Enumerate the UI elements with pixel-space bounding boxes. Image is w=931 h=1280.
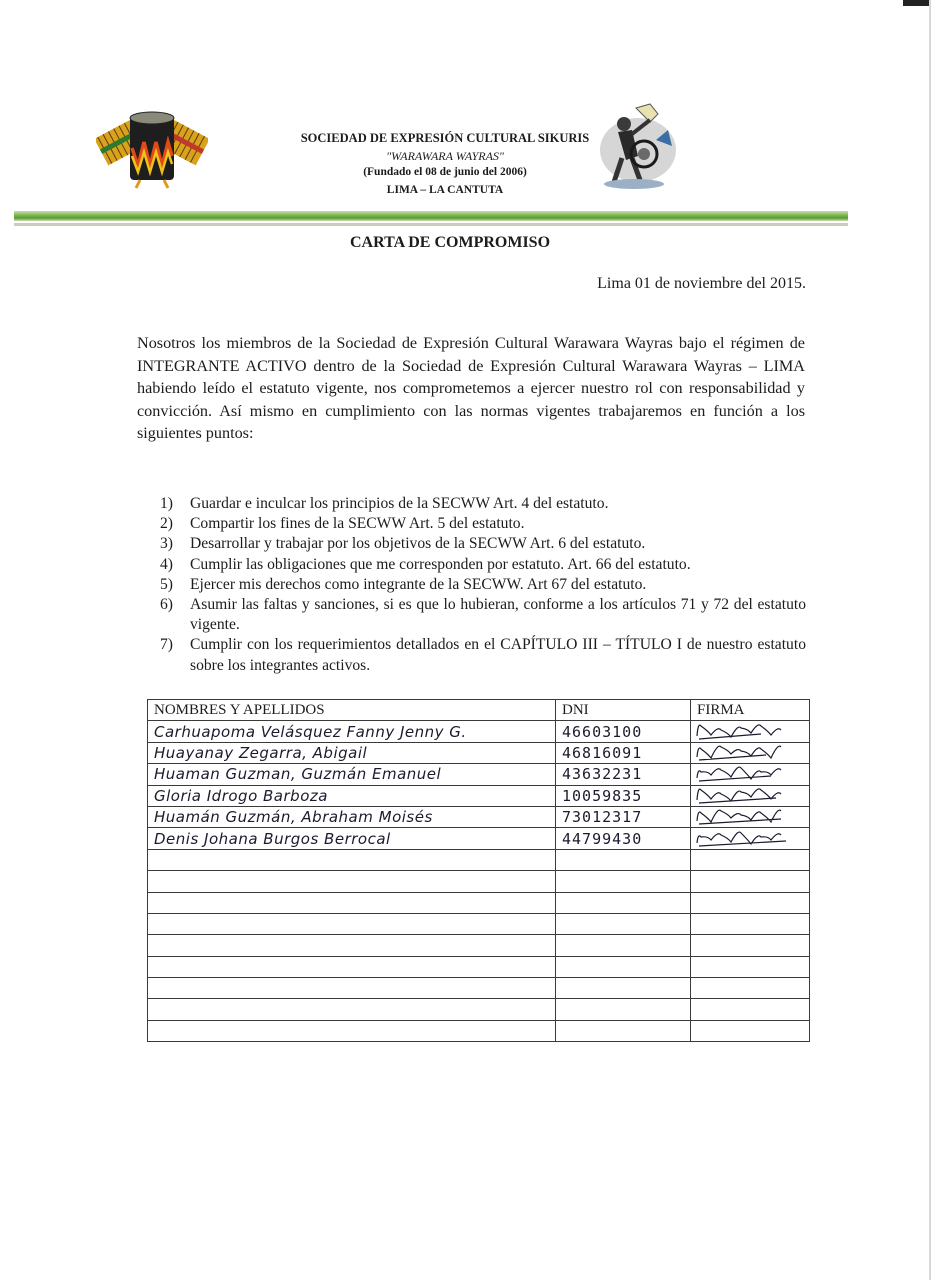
table-row (148, 742, 810, 763)
empty-signature-cell (691, 913, 810, 934)
table-row-empty (148, 849, 810, 870)
empty-dni-cell (556, 1020, 691, 1041)
empty-name-cell (148, 849, 556, 870)
drum-panpipes-logo-icon (96, 108, 208, 192)
member-signature-cell (691, 828, 810, 849)
list-item: 4) Cumplir las obligaciones que me corresponden por estatuto. Art. 66 del estatuto. (160, 555, 691, 573)
empty-signature-cell (691, 871, 810, 892)
member-name-cell: Huaman Guzman, Guzmán Emanuel (148, 764, 556, 785)
member-dni-cell: 10059835 (556, 785, 691, 806)
table-header-row (148, 700, 810, 721)
list-item: 1) Guardar e inculcar los principios de la SECWW Art. 4 del estatuto. (160, 495, 609, 512)
table-row (148, 828, 810, 849)
member-name-cell: Carhuapoma Velásquez Fanny Jenny G. (148, 721, 556, 742)
table-row (148, 785, 810, 806)
list-item: 5) Ejercer mis derechos como integrante de la SECWW. Art 67 del estatuto. (160, 575, 647, 593)
header-divider-line (14, 223, 848, 226)
table-row-empty (148, 956, 810, 977)
table-row (148, 764, 810, 785)
handwritten-signature (691, 722, 810, 742)
handwritten-signature (691, 764, 810, 784)
list-item: 6) Asumir las faltas y sanciones, si es que lo hubieran, conforme a los artículos 71 y 72 del estatuto vigente. (160, 596, 806, 634)
empty-name-cell (148, 871, 556, 892)
member-signature-cell (691, 785, 810, 806)
list-item: 3) Desarrollar y trabajar por los objetivos de la SECWW Art. 6 del estatuto. (160, 535, 646, 553)
intro-paragraph: Nosotros los miembros de la Sociedad de Expresión Cultural Warawara Wayras bajo el régimen de INTEGRANTE ACTIVO dentro de la Sociedad de Expresión Cultural Warawara Wayras – LIMA habiendo leído el estatuto vigente, nos comprometemos a ejercer nuestro rol con responsabilidad y convicción. Así mismo en cumplimiento con las normas vigentes trabajaremos en función a los siguientes puntos: (137, 334, 805, 442)
empty-dni-cell (556, 871, 691, 892)
empty-dni-cell (556, 849, 691, 870)
table-row-empty (148, 978, 810, 999)
member-name-cell: Huamán Guzmán, Abraham Moisés (148, 806, 556, 827)
list-item: 7) Cumplir con los requerimientos detallados en el CAPÍTULO III – TÍTULO I de nuestro estatuto sobre los integrantes activos. (160, 636, 806, 674)
org-city: LIMA – LA CANTUTA (386, 184, 504, 196)
empty-dni-cell (556, 978, 691, 999)
table-row-empty (148, 871, 810, 892)
empty-signature-cell (691, 849, 810, 870)
table-row (148, 721, 810, 742)
document-date: Lima 01 de noviembre del 2015. (597, 275, 806, 292)
member-signature-cell (691, 721, 810, 742)
empty-name-cell (148, 913, 556, 934)
table-row-empty (148, 913, 810, 934)
dancer-emblem-icon (588, 100, 680, 192)
table-row (148, 806, 810, 827)
member-dni-cell: 73012317 (556, 806, 691, 827)
list-item: 2) Compartir los fines de la SECWW Art. 5 del estatuto. (160, 515, 525, 533)
empty-name-cell (148, 956, 556, 977)
document-title: CARTA DE COMPROMISO (349, 234, 551, 251)
table-row-empty (148, 999, 810, 1020)
member-dni-cell: 44799430 (556, 828, 691, 849)
empty-signature-cell (691, 892, 810, 913)
empty-name-cell (148, 999, 556, 1020)
member-name-cell: Huayanay Zegarra, Abigail (148, 742, 556, 763)
scan-edge-mark (903, 0, 931, 6)
handwritten-signature (691, 743, 810, 763)
member-signature-cell (691, 806, 810, 827)
empty-signature-cell (691, 978, 810, 999)
org-motto: "WARAWARA WAYRAS" (386, 149, 504, 163)
header-divider-band (14, 211, 848, 221)
column-header-signature: FIRMA (691, 700, 810, 721)
empty-dni-cell (556, 999, 691, 1020)
empty-dni-cell (556, 935, 691, 956)
member-name-cell: Denis Johana Burgos Berrocal (148, 828, 556, 849)
handwritten-signature (691, 829, 810, 849)
member-name-cell: Gloria Idrogo Barboza (148, 785, 556, 806)
commitment-points-list (160, 494, 806, 676)
member-dni-cell: 46816091 (556, 742, 691, 763)
table-row-empty (148, 892, 810, 913)
signatures-table (147, 699, 810, 1042)
empty-name-cell (148, 1020, 556, 1041)
empty-dni-cell (556, 892, 691, 913)
empty-dni-cell (556, 913, 691, 934)
table-row-empty (148, 1020, 810, 1041)
member-signature-cell (691, 764, 810, 785)
empty-name-cell (148, 978, 556, 999)
handwritten-signature (691, 786, 810, 806)
column-header-dni: DNI (556, 700, 691, 721)
table-row-empty (148, 935, 810, 956)
member-dni-cell: 43632231 (556, 764, 691, 785)
handwritten-signature (691, 807, 810, 827)
empty-name-cell (148, 935, 556, 956)
member-dni-cell: 46603100 (556, 721, 691, 742)
org-name: SOCIEDAD DE EXPRESIÓN CULTURAL SIKURIS (300, 131, 590, 145)
empty-name-cell (148, 892, 556, 913)
empty-signature-cell (691, 1020, 810, 1041)
empty-signature-cell (691, 999, 810, 1020)
empty-signature-cell (691, 935, 810, 956)
empty-dni-cell (556, 956, 691, 977)
founded-date: (Fundado el 08 de junio del 2006) (363, 166, 527, 178)
empty-signature-cell (691, 956, 810, 977)
member-signature-cell (691, 742, 810, 763)
column-header-name: NOMBRES Y APELLIDOS (148, 700, 556, 721)
